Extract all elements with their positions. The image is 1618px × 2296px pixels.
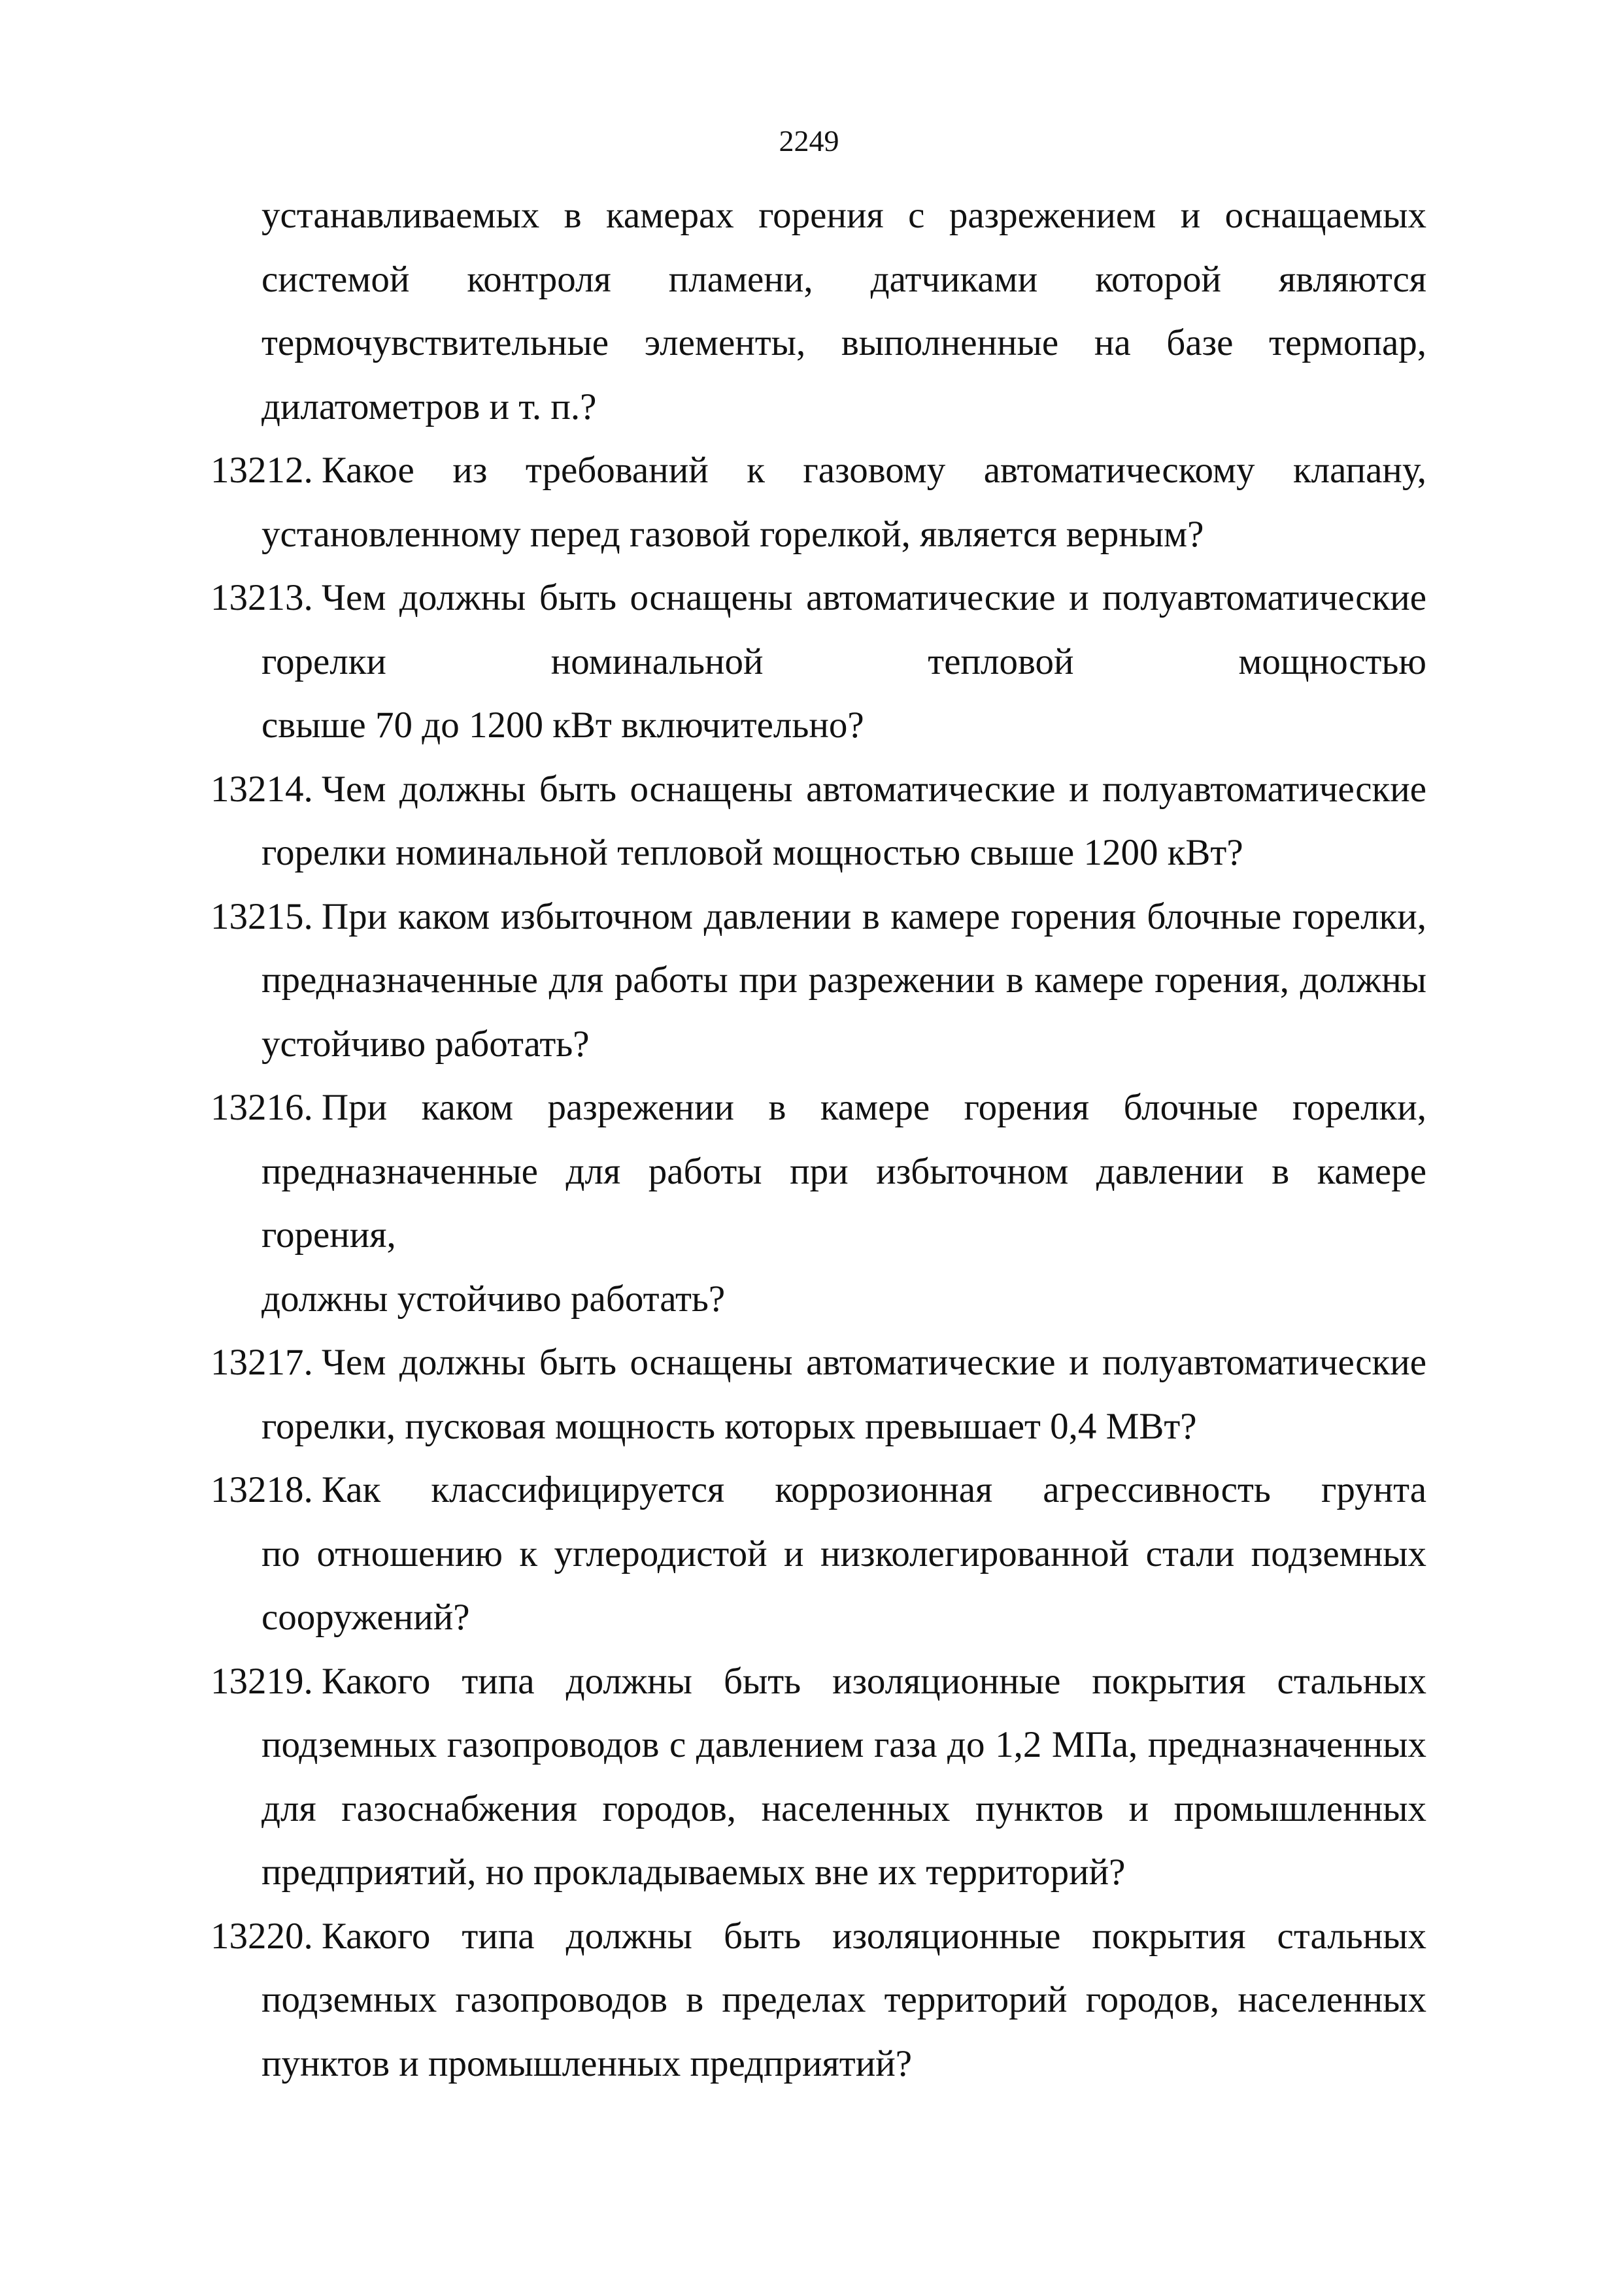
question-number: 13215.	[211, 895, 313, 937]
question-line: горелки номинальной тепловой мощностью	[261, 641, 1426, 682]
question-text	[261, 439, 1426, 566]
question-line: При каком избыточном давлении в камере горения блочные горелки,	[322, 895, 1426, 937]
question-item	[211, 1076, 1426, 1331]
question-text	[261, 1076, 1426, 1331]
question-line: сооружений?	[261, 1597, 470, 1638]
continuation-line-1: устанавливаемых в камерах горения с разрежением и оснащаемых	[261, 195, 1426, 236]
question-line: Чем должны быть оснащены автоматические и полуавтоматические	[322, 577, 1426, 618]
question-text	[261, 1905, 1426, 2096]
question-line: свыше 70 до 1200 кВт включительно?	[261, 705, 864, 746]
page-number: 2249	[779, 124, 839, 158]
question-number: 13218.	[211, 1469, 313, 1510]
question-line: должны устойчиво работать?	[261, 1278, 726, 1320]
question-line: по отношению к углеродистой и низколегированной стали подземных	[261, 1533, 1426, 1574]
question-line: При каком разрежении в камере горения блочные горелки,	[322, 1087, 1426, 1128]
document-body	[211, 184, 1426, 2095]
question-line: Как классифицируется коррозионная агрессивность грунта	[322, 1469, 1426, 1510]
continuation-line-2: системой контроля пламени, датчиками которой являются	[261, 258, 1426, 300]
question-number: 13216.	[211, 1087, 313, 1128]
question-line: предназначенные для работы при разрежении в камере горения, должны	[261, 959, 1426, 1001]
question-line: предприятий, но прокладываемых вне их территорий?	[261, 1852, 1126, 1893]
question-line: Чем должны быть оснащены автоматические и полуавтоматические	[322, 1342, 1426, 1383]
question-number: 13217.	[211, 1342, 313, 1383]
question-text	[261, 757, 1426, 885]
question-line: горелки, пусковая мощность которых превышает 0,4 МВт?	[261, 1405, 1197, 1447]
question-line: для газоснабжения городов, населенных пунктов и промышленных	[261, 1788, 1426, 1829]
question-item	[211, 1331, 1426, 1458]
question-item	[211, 757, 1426, 885]
question-line: установленному перед газовой горелкой, является верным?	[261, 513, 1204, 555]
question-item	[211, 439, 1426, 566]
question-number: 13214.	[211, 768, 313, 810]
continuation-line-3: термочувствительные элементы, выполненные на базе термопар,	[261, 322, 1426, 363]
question-line: устойчиво работать?	[261, 1023, 590, 1065]
question-text	[261, 1458, 1426, 1650]
question-line: Какое из требований к газовому автоматическому клапану,	[322, 450, 1426, 491]
question-item	[211, 1905, 1426, 2096]
question-item	[211, 566, 1426, 757]
question-line: горелки номинальной тепловой мощностью свыше 1200 кВт?	[261, 832, 1243, 873]
question-number: 13220.	[211, 1915, 313, 1957]
question-text	[261, 885, 1426, 1076]
question-line: Какого типа должны быть изоляционные покрытия стальных	[322, 1660, 1426, 1702]
continuation-line-4: дилатометров и т. п.?	[261, 386, 597, 427]
question-item	[211, 1458, 1426, 1650]
question-line: Какого типа должны быть изоляционные покрытия стальных	[322, 1915, 1426, 1957]
question-text	[261, 1650, 1426, 1905]
continuation-paragraph	[261, 184, 1426, 439]
question-number: 13213.	[211, 577, 313, 618]
question-number: 13212.	[211, 450, 313, 491]
question-line: подземных газопроводов с давлением газа до 1,2 МПа, предназначенных	[261, 1724, 1426, 1765]
question-item	[211, 885, 1426, 1076]
question-line: пунктов и промышленных предприятий?	[261, 2042, 912, 2084]
question-line: подземных газопроводов в пределах территорий городов, населенных	[261, 1979, 1426, 2020]
question-text	[261, 1331, 1426, 1458]
question-text	[261, 566, 1426, 757]
question-number: 13219.	[211, 1660, 313, 1702]
question-line: предназначенные для работы при избыточном давлении в камере горения,	[261, 1150, 1426, 1256]
question-line: Чем должны быть оснащены автоматические и полуавтоматические	[322, 768, 1426, 810]
question-item	[211, 1650, 1426, 1905]
